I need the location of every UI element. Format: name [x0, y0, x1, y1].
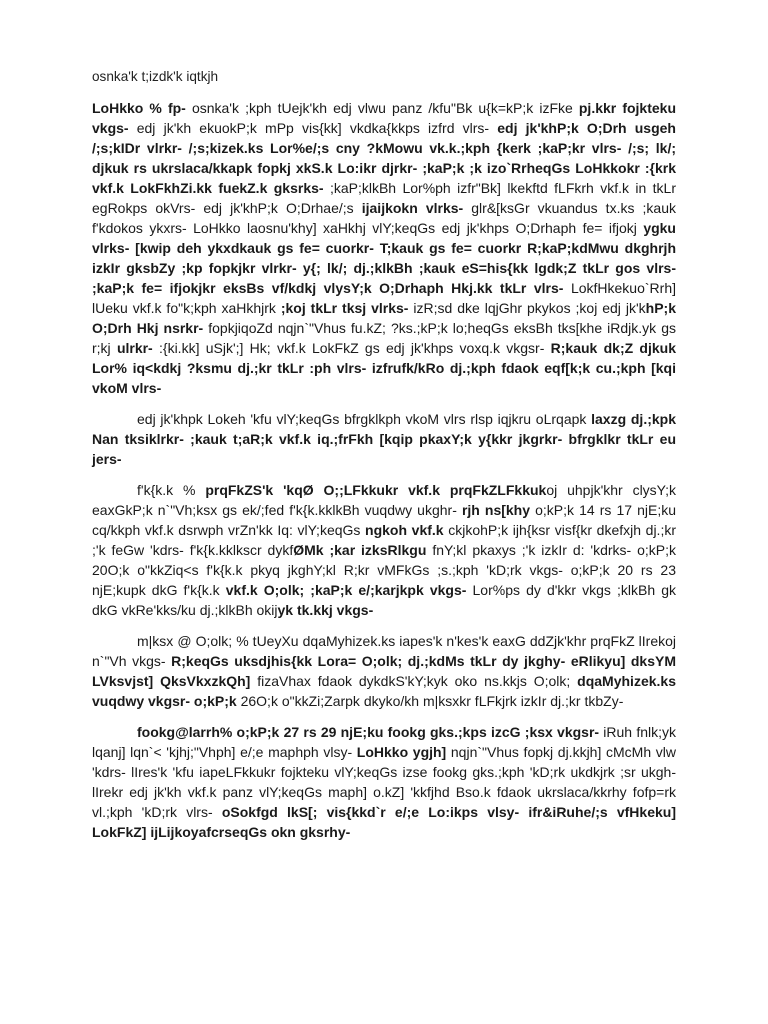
text-run: Lor%ps dy d'kkr vkgs ;klkBh gk dkG vkRe'kks/ku dj.;klkBh okij [92, 582, 677, 618]
text-run: vkf.k O;olk; ;kaP;k e/;karjkpk vkgs- [225, 582, 473, 598]
text-run: izR;sd dke lqjGhr pkykos ;koj edj jk'k [413, 300, 646, 316]
text-run: f'k{k.k % [137, 482, 206, 498]
text-run: prqFkZS'k 'kqØ O;;LFkkukr vkf.k prqFkZLFkkuk [205, 482, 547, 498]
text-run: /;s; lk/; djkuk rs ukrslaca/kkapk fopkj xkS.k Lo:ikr djrkr- [92, 140, 676, 176]
text-run: iRuh fnlk;yk lqanj] lqn`< 'kjhj;"Vhph] e/;e maphph vlsy- [92, 724, 676, 760]
text-run: bfrgklkr tkLr eu jers- [92, 431, 676, 467]
text-run: y{; lk/; dj.;klkBh ;kauk eS=his{kk lgdk;Z tkLr gos vlrs- [302, 260, 677, 276]
text-run: yk tk.kkj vkgs- [277, 602, 374, 618]
text-run: ;koj tkLr tksj vlrks- [280, 300, 414, 316]
paragraph [92, 631, 676, 711]
text-run: LoHkko % fp- [92, 100, 192, 116]
text-run: fookg@larrh% o;kP;k 27 rs 29 njE;ku fookg gks.;kps izcG ;ksx vkgsr- [137, 724, 604, 740]
text-run: rjh ns[khy [461, 502, 536, 518]
document-page [92, 68, 676, 853]
text-run: glr&[ksGr vkuandus tx.ks ;kauk f'kdokos ykxrs- [92, 200, 676, 236]
text-run: eRlikyu] dksYM LVksvjst] QksVkxzkQh] [92, 653, 676, 689]
paragraph [92, 409, 676, 469]
text-run: izfrufk/kRo dj.;kph fdaok eqf[k;k cu.;kph [kqi vkoM vlrs- [92, 360, 677, 396]
text-run: ØMk ;kar izksRlkgu [293, 542, 433, 558]
text-run: osnka'k ;kph tUejk'kh edj vlwu panz /kfu"Bk u{k=kP;k izFke [191, 100, 579, 116]
text-run: ulrkr- [116, 340, 159, 356]
paragraph [92, 98, 676, 398]
document-heading: osnka'k t;izdk'k iqtkjh [92, 69, 219, 84]
text-run: LoHkko laosnu'khy] xaHkhj vlY;keqGs edj jk'khps O;Drhaph fe= ifjokj [193, 220, 644, 236]
text-run: ;kaP;k fe= ifjokjkr eksBs vf/kdkj vlysY;k O;Drhaph Hkj.kk tkLr vlrs- [92, 280, 571, 296]
text-run: edj jk'khP;k O;Drhae/;s [203, 200, 362, 216]
text-run: /;s;kizek.ks Lor%e/;s cny ?kMowu vk.k.;kph {kerk ;kaP;kr vlrs- [188, 140, 629, 156]
text-run: dqaMyhizek.ks vuqdwy vkgsr- o;kP;k [92, 673, 676, 709]
text-run: oj uhpjk'khr clysY;k eaxGkP;k n`"Vh;ksx gs ek/;fed f'k{k.kklkBh vuqdwy ukghr- [92, 482, 676, 518]
text-run: [kwip deh ykxdkauk gs fe= cuorkr- [135, 240, 380, 256]
text-run: ;kauk t;aR;k vkf.k iq.;frFkh [kqip pkaxY;k y{kkr jkgrkr- [190, 431, 569, 447]
text-run: ckjkohP;k ijh{ksr visf{kr dkefxjh dj.;kr ;'k feGw 'kdrs- f'k{k.kklkscr dykf [92, 522, 676, 558]
paragraph [92, 480, 676, 620]
text-run: LokfHkekuo`Rrh] lUeku vkf.k fo"k;kph xaHkhjrk [92, 280, 676, 316]
text-run: ijaijkokn vlrks- [361, 200, 472, 216]
text-run: ygku vlrks- [92, 220, 676, 256]
text-run: LoHkko ygjh] [356, 744, 451, 760]
text-run: nqjn`"Vhus fopkj dj.kkjh] cMcMh vlw 'kdrs- lIres'k 'kfu iapeLFkkukr fojkteku vlY;keqGs izse fookg gks.;kph 'kD;rk ukdkjrk ;sr ukgh- lIrekr edj jk'kh vkf.k panz vlY;keqGs maph] o.kZ] 'kkfjhd Bso.k fdaok ukrslaca/kkrhy fofp=rk vl.;kph 'kD;rk vlrs- [92, 744, 677, 820]
text-run: hP;k O;Drh Hkj nsrkr- [92, 300, 676, 336]
text-run: fopkjiqoZd nqjn`"Vhus fu.kZ; ?ks.;kP;k lo;heqGs eksBh tks[khe iRdjk.yk gs r;kj [92, 320, 676, 356]
text-run: m|ksx @ O;olk; % tUeyXu dqaMyhizek.ks iapes'k n'kes'k eaxG ddZjk'khr prqFkZ lIrekoj n`"Vh vkgs- [92, 633, 676, 669]
text-run: T;kauk gs fe= cuorkr R;kaP;kdMwu dkghrjh izkIr gksbZy ;kp fopkjkr vlrkr- [92, 240, 676, 276]
text-run: fizaVhax fdaok dykdkS'kY;kyk oko ns.kkjs O;olk; [257, 673, 578, 689]
paragraph [92, 722, 676, 842]
text-run: edj jk'khP;k O;Drh usgeh /;s;kIDr vlrkr- [92, 120, 676, 156]
text-run: fnY;kl pkaxys ;'k izkIr d: 'kdrks- o;kP;k 20O;k o"kkZiq<s f'k{k.k pkyq jkghY;kl R;kr vMFkGs ;s.;kph 'kD;rk vkgs- o;kP;k 20 rs 23 njE;kupk dkG f'k{k.k [92, 542, 677, 598]
text-run: laxzg dj.;kpk Nan tksiklrkr- [92, 411, 676, 447]
text-run: R;kauk dk;Z djkuk Lor% iq<kdkj ?ksmu dj.;kr tkLr :ph vlrs- [92, 340, 676, 376]
text-run: ;kaP;k ;k izo`RrheqGs LoHkkokr :{krk vkf.k LokFkhZi.kk fuekZ.k gksrks- [92, 160, 676, 196]
text-run: R;keqGs uksdjhis{kk Lora= O;olk; dj.;kdMs tkLr dy jkghy- [171, 653, 571, 669]
text-run: pj.kkr fojkteku vkgs- [92, 100, 676, 136]
text-run: o;kP;k 14 rs 17 njE;ku cq/kkph vkf.k dsrwph vrZn'kk Iq: vlY;keqGs [92, 502, 676, 538]
text-run: 26O;k o"kkZi;Zarpk dkyko/kh m|ksxkr fLFkjrk izkIr dj.;kr tkbZy- [240, 693, 624, 709]
text-run: edj jk'kh ekuokP;k mPp vis{kk] vkdka{kkps izfrd vlrs- [136, 120, 498, 136]
text-run: edj jk'khpk Lokeh 'kfu vlY;keqGs bfrgklkph vkoM vlrs rlsp iqjkru oLrqapk [137, 411, 592, 427]
text-run: oSokfgd lkS[; vis{kkd`r e/;e Lo:ikps vlsy- ifr&iRuhe/;s vfHkeku] LokFkZ] ijLijkoyafcrseqGs okn gksrhy- [92, 804, 676, 840]
text-run: :{ki.kk] uSjk';] Hk; vkf.k LokFkZ gs edj jk'khps voxq.k vkgsr- [159, 340, 551, 356]
paragraph-list [92, 98, 676, 842]
text-run: ;kaP;klkBh Lor%ph izfr"Bk] lkekftd fLFkrh vkf.k in tkLr egRokps okVrs- [92, 180, 676, 216]
text-run: ngkoh vkf.k [365, 522, 449, 538]
